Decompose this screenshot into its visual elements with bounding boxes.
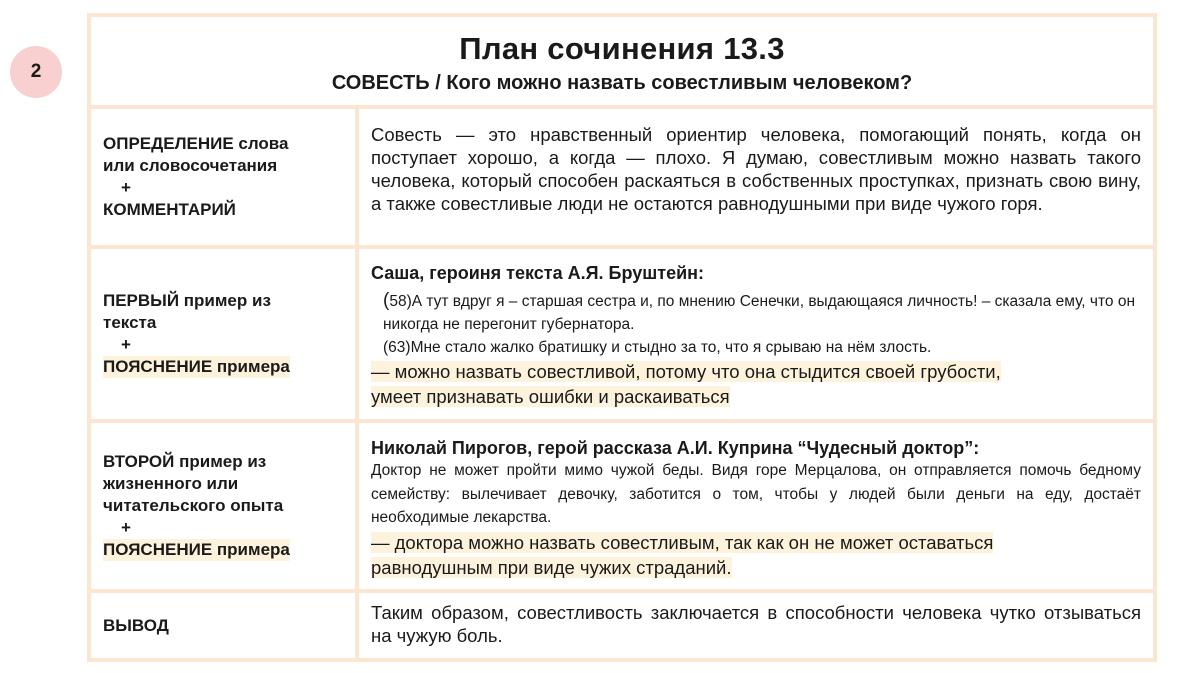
first-example-heading: Саша, героиня текста А.Я. Бруштейн:: [371, 263, 705, 283]
slide-number-badge: 2: [10, 46, 62, 98]
text-quote: (58)А тут вдруг я – старшая сестра и, по мнению Сенечки, выдающаяся личность! – сказала ему, что он никогда не перегонит губернатора. (63)Мне стало жалко братишку и стыдно за то, что я срываю на нём злость.: [383, 290, 1136, 356]
second-example-text: Доктор не может пройти мимо чужой беды. Видя горе Мерцалова, он отправляется помочь бедному семейству: вылечивает девочку, заботится о том, чтобы у людей были деньги на еду, достаёт необходимые лекарства.: [371, 462, 1141, 526]
plan-table: [87, 13, 1157, 662]
table-header: [91, 17, 1153, 105]
page-title: План сочинения 13.3: [459, 31, 785, 66]
second-example-label: ВТОРОЙ пример из жизненного или читательского опыта + ПОЯСНЕНИЕ примера: [91, 423, 355, 589]
first-example-explanation: — можно назвать совестливой, потому что она стыдится своей грубости, умеет признавать ошибки и раскаиваться: [371, 361, 1001, 407]
explanation-label-highlight: ПОЯСНЕНИЕ примера: [103, 357, 290, 376]
definition-label: ОПРЕДЕЛЕНИЕ слова или словосочетания + КОММЕНТАРИЙ: [91, 109, 355, 245]
first-example-content: [359, 249, 1153, 419]
definition-content: [359, 109, 1153, 245]
second-example-heading: Николай Пирогов, герой рассказа А.И. Куприна “Чудесный доктор”:: [371, 438, 980, 458]
page-subtitle: СОВЕСТЬ / Кого можно назвать совестливым человеком?: [331, 72, 913, 94]
second-example-explanation: — доктора можно назвать совестливым, так как он не может оставаться равнодушным при виде чужих страданий.: [371, 531, 994, 578]
definition-text: Совесть — это нравственный ориентир человека, помогающий понять, когда он поступает хорошо, а когда — плохо. Я думаю, совестливым можно назвать такого человека, который способен раскаяться в собственных проступках, признать свою вину, а также совестливые люди не остаются равнодушными при виде чужого горя.: [371, 124, 1141, 214]
summary-text: Таким образом, совестливость заключается в способности человека чутко отзываться на чужую боль.: [371, 602, 1141, 646]
explanation-label-highlight: ПОЯСНЕНИЕ примера: [103, 540, 290, 559]
summary-content: [359, 593, 1153, 658]
summary-label: ВЫВОД: [91, 593, 355, 658]
plus-sign: +: [121, 518, 131, 537]
plus-sign: +: [121, 335, 131, 354]
first-example-label: ПЕРВЫЙ пример из текста + ПОЯСНЕНИЕ примера: [91, 249, 355, 419]
plus-sign: +: [121, 178, 131, 197]
second-example-content: [359, 423, 1153, 589]
